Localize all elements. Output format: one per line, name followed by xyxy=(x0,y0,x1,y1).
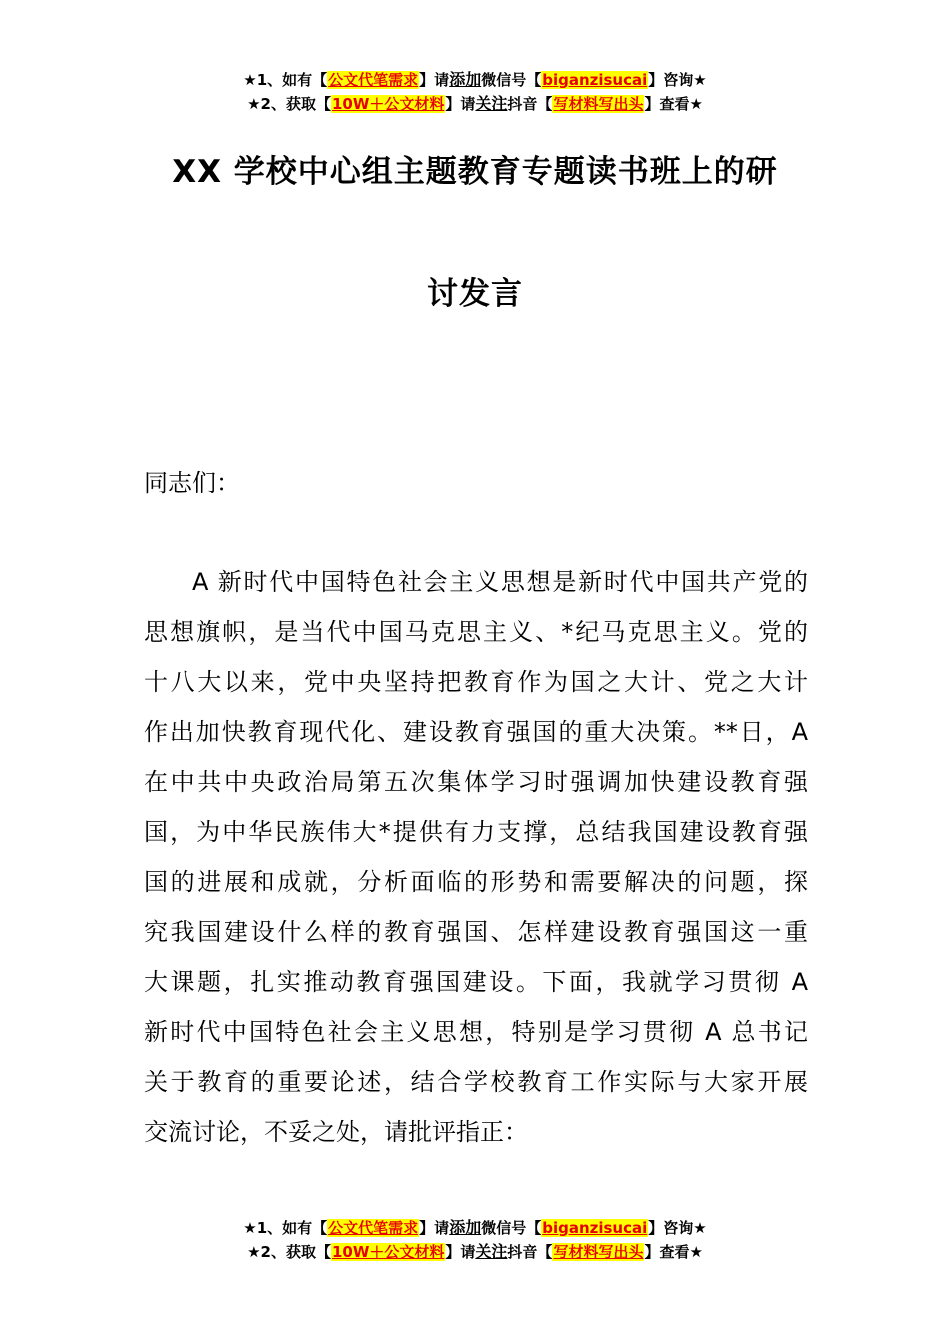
paragraph-line: 国的进展和成就，分析面临的形势和需要解决的问题，探 xyxy=(144,868,808,896)
wechat-id-highlight: biganzisucai xyxy=(542,71,648,89)
document-title-line-2: 讨发言 xyxy=(427,276,523,312)
paragraph-line: 十八大以来，党中央坚持把教育作为国之大计、党之大计 xyxy=(144,668,808,696)
paragraph-line: 大课题，扎实推动教育强国建设。下面，我就学习贯彻 A xyxy=(144,968,808,996)
douyin-id-highlight: 写材料写出头 xyxy=(553,95,644,113)
footer-promo-line-2: ★2、获取【10W＋公文材料】请关注抖音【写材料写出头】查看★ xyxy=(247,1242,703,1261)
footer-promo-banner xyxy=(0,1216,950,1264)
paragraph-line: 新时代中国特色社会主义思想，特别是学习贯彻 A 总书记 xyxy=(144,1018,808,1046)
paragraph-line: 关于教育的重要论述，结合学校教育工作实际与大家开展 xyxy=(144,1068,808,1096)
wechat-id-highlight: biganzisucai xyxy=(542,1219,648,1237)
paragraph-line: 国，为中华民族伟大*提供有力支撑，总结我国建设教育强 xyxy=(144,818,808,846)
salutation: 同志们： xyxy=(144,469,240,497)
paragraph-line: 思想旗帜，是当代中国马克思主义、*纪马克思主义。党的 xyxy=(144,618,808,646)
header-promo-line-1: ★1、如有【公文代笔需求】请添加微信号【biganzisucai】咨询★ xyxy=(243,70,707,89)
material-keyword-highlight: 10W＋公文材料 xyxy=(331,95,445,113)
header-promo-line-2: ★2、获取【10W＋公文材料】请关注抖音【写材料写出头】查看★ xyxy=(247,94,703,113)
body-paragraph xyxy=(144,564,808,1164)
header-promo-banner xyxy=(0,68,950,116)
footer-promo-line-1: ★1、如有【公文代笔需求】请添加微信号【biganzisucai】咨询★ xyxy=(243,1218,707,1237)
service-keyword-highlight: 公文代笔需求 xyxy=(328,1219,419,1237)
document-title-line-1: XX 学校中心组主题教育专题读书班上的研 xyxy=(172,154,778,190)
paragraph-line: 作出加快教育现代化、建设教育强国的重大决策。**日，A xyxy=(144,718,808,746)
material-keyword-highlight: 10W＋公文材料 xyxy=(331,1243,445,1261)
paragraph-line: 在中共中央政治局第五次集体学习时强调加快建设教育强 xyxy=(144,768,808,796)
douyin-id-highlight: 写材料写出头 xyxy=(553,1243,644,1261)
paragraph-line: 交流讨论，不妥之处，请批评指正： xyxy=(144,1118,528,1146)
paragraph-line: A 新时代中国特色社会主义思想是新时代中国共产党的 xyxy=(192,568,808,596)
service-keyword-highlight: 公文代笔需求 xyxy=(328,71,419,89)
paragraph-line: 究我国建设什么样的教育强国、怎样建设教育强国这一重 xyxy=(144,918,808,946)
